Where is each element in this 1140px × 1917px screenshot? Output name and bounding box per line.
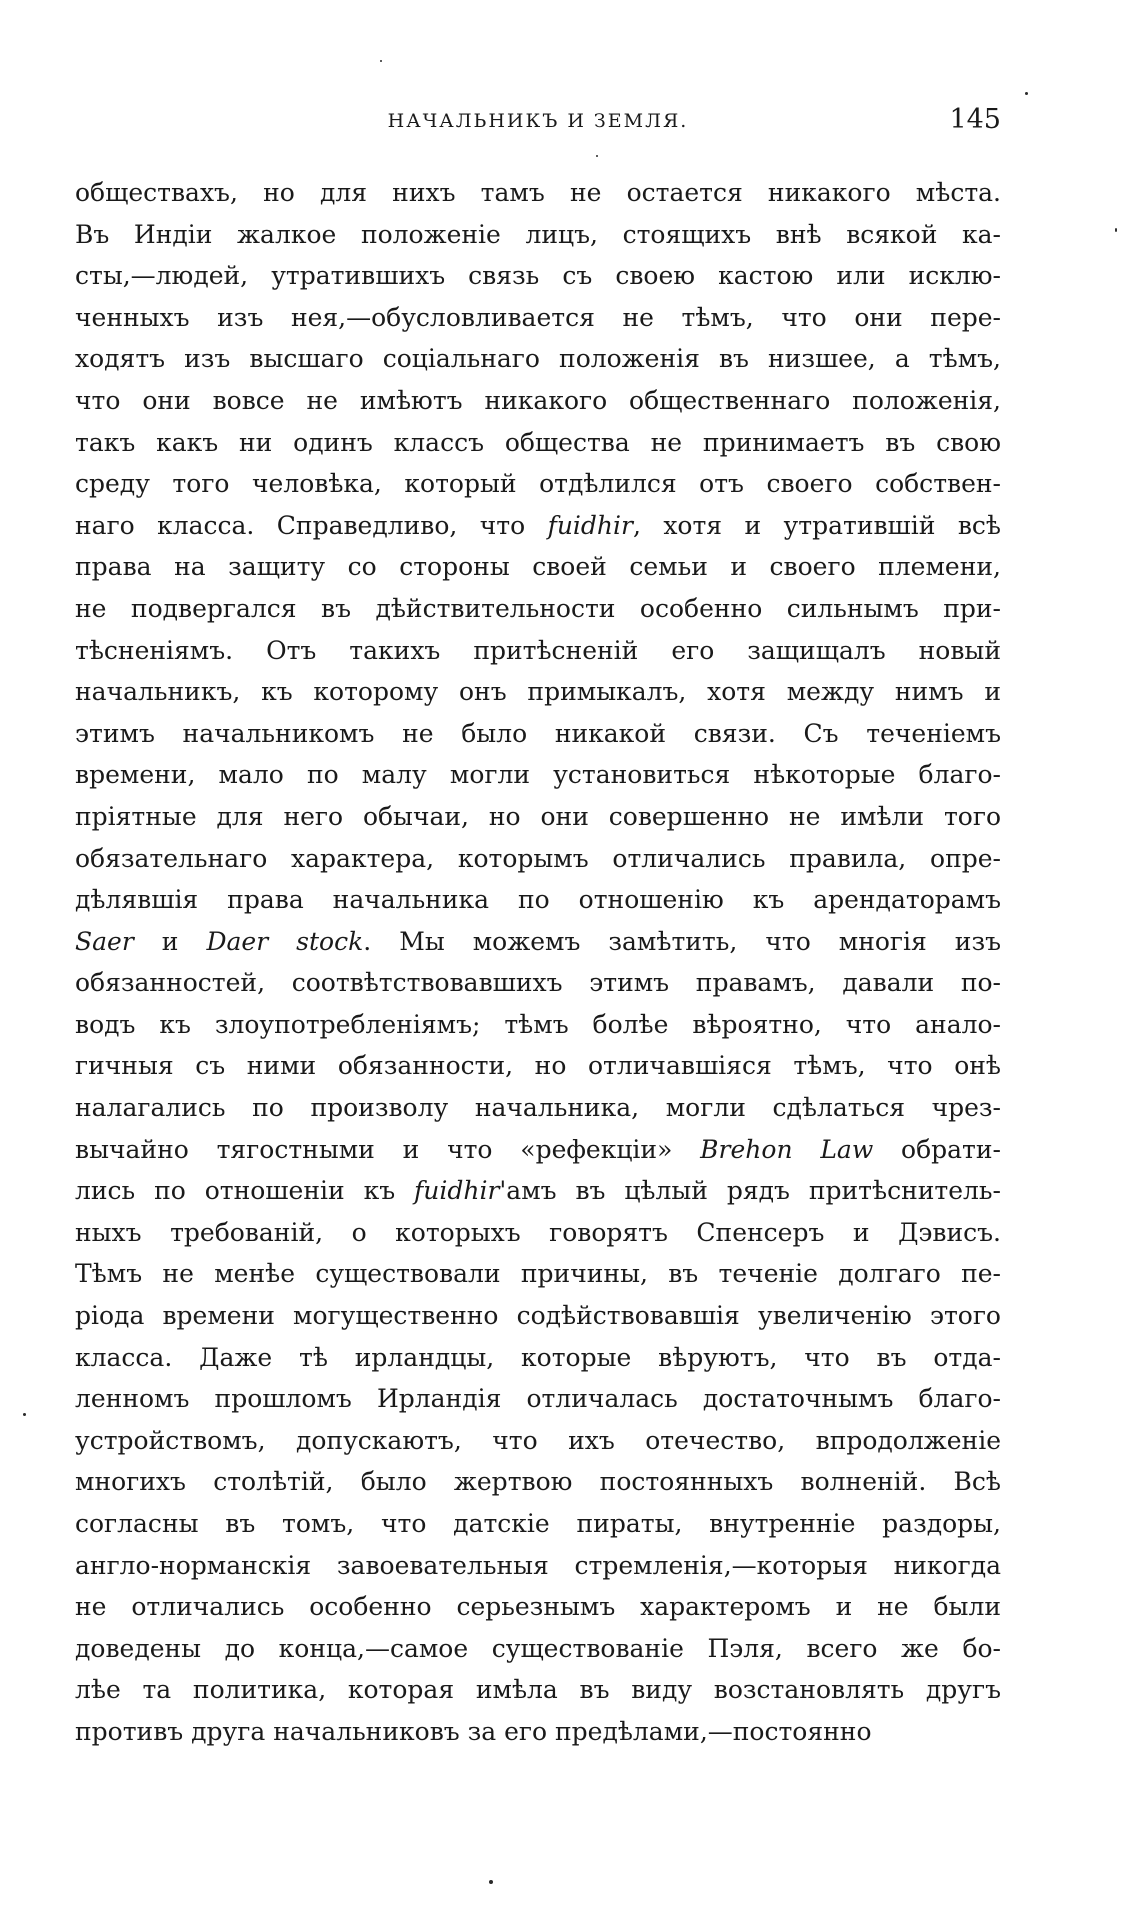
text-line: вычайно тягостными и что «рефекціи» Brehon Law обрати- <box>75 1134 1001 1164</box>
text-line: многихъ столѣтій, было жертвою постоянныхъ волненій. Всѣ <box>75 1467 1001 1497</box>
text-line: не подвергался въ дѣйствительности особенно сильнымъ при- <box>75 593 1001 623</box>
running-head <box>75 104 1001 140</box>
text-line: Saer и Daer stock. Мы можемъ замѣтить, что многія изъ <box>75 926 1001 956</box>
print-speck <box>23 1413 26 1416</box>
text-line: времени, мало по малу могли установиться нѣкоторые благо- <box>75 760 1001 790</box>
text-line: наго класса. Справедливо, что fuidhir, хотя и утратившій всѣ <box>75 510 1001 540</box>
text-line: Тѣмъ не менѣе существовали причины, въ теченіе долгаго пе- <box>75 1259 1001 1289</box>
text-line: класса. Даже тѣ ирландцы, которые вѣруютъ, что въ отда- <box>75 1342 1001 1372</box>
text-line: такъ какъ ни одинъ классъ общества не принимаетъ въ свою <box>75 427 1001 457</box>
print-speck <box>1115 228 1117 232</box>
text-line: тѣсненіямъ. Отъ такихъ притѣсненій его защищалъ новый <box>75 635 1001 665</box>
print-speck <box>380 60 382 62</box>
text-line: ходятъ изъ высшаго соціальнаго положенія въ низшее, а тѣмъ, <box>75 344 1001 374</box>
print-speck <box>489 1880 493 1884</box>
text-line: обязательнаго характера, которымъ отличались правила, опре- <box>75 843 1001 873</box>
text-line: доведены до конца,—самое существованіе Пэля, всего же бо- <box>75 1633 1001 1663</box>
print-speck <box>596 155 598 157</box>
text-line: лѣе та политика, которая имѣла въ виду возстановлять другъ <box>75 1675 1001 1705</box>
text-line: гичныя съ ними обязанности, но отличавшіяся тѣмъ, что онѣ <box>75 1051 1001 1081</box>
text-line: Въ Индіи жалкое положеніе лицъ, стоящихъ внѣ всякой ка- <box>75 219 1001 249</box>
text-line: англо-норманскія завоевательныя стремленія,—которыя никогда <box>75 1550 1001 1580</box>
text-line: среду того человѣка, который отдѣлился отъ своего собствен- <box>75 469 1001 499</box>
text-line: обществахъ, но для нихъ тамъ не остается никакого мѣста. <box>75 178 1001 207</box>
text-line: обязанностей, соотвѣтствовавшихъ этимъ правамъ, давали по- <box>75 968 1001 998</box>
text-line: права на защиту со стороны своей семьи и своего племени, <box>75 552 1001 582</box>
text-line: согласны въ томъ, что датскіе пираты, внутренніе раздоры, <box>75 1509 1001 1538</box>
text-line: этимъ начальникомъ не было никакой связи. Съ теченіемъ <box>75 718 1001 748</box>
text-line: ріода времени могущественно содѣйствовавшія увеличенію этого <box>75 1301 1001 1331</box>
text-line: не отличались особенно серьезнымъ характеромъ и не были <box>75 1592 1001 1622</box>
text-line: противъ друга начальниковъ за его предѣлами,—постоянно <box>75 1716 872 1746</box>
text-line: лись по отношеніи къ fuidhir'амъ въ цѣлый рядъ притѣснитель- <box>75 1176 1001 1206</box>
text-line: начальникъ, къ которому онъ примыкалъ, хотя между нимъ и <box>75 677 1001 707</box>
text-line: дѣлявшія права начальника по отношенію къ арендаторамъ <box>75 885 1001 915</box>
text-line: пріятные для него обычаи, но они совершенно не имѣли того <box>75 801 1001 831</box>
text-line: устройствомъ, допускаютъ, что ихъ отечество, впродолженіе <box>75 1425 1001 1455</box>
body-text <box>75 172 1001 1753</box>
text-line: ныхъ требованій, о которыхъ говорятъ Спенсеръ и Дэвисъ. <box>75 1217 1001 1247</box>
page-number: 145 <box>949 104 1001 135</box>
running-title: НАЧАЛЬНИКЪ И ЗЕМЛЯ. <box>387 110 689 132</box>
text-line: сты,—людей, утратившихъ связь съ своею кастою или исклю- <box>75 261 1001 291</box>
text-line: что они вовсе не имѣютъ никакого общественнаго положенія, <box>75 385 1001 415</box>
text-line: ленномъ прошломъ Ирландія отличалась достаточнымъ благо- <box>75 1384 1001 1414</box>
text-line: налагались по произволу начальника, могли сдѣлаться чрез- <box>75 1093 1001 1123</box>
print-speck <box>1025 92 1028 95</box>
text-line: ченныхъ изъ нея,—обусловливается не тѣмъ, что они пере- <box>75 302 1001 332</box>
text-line: водъ къ злоупотребленіямъ; тѣмъ болѣе вѣроятно, что анало- <box>75 1009 1001 1039</box>
